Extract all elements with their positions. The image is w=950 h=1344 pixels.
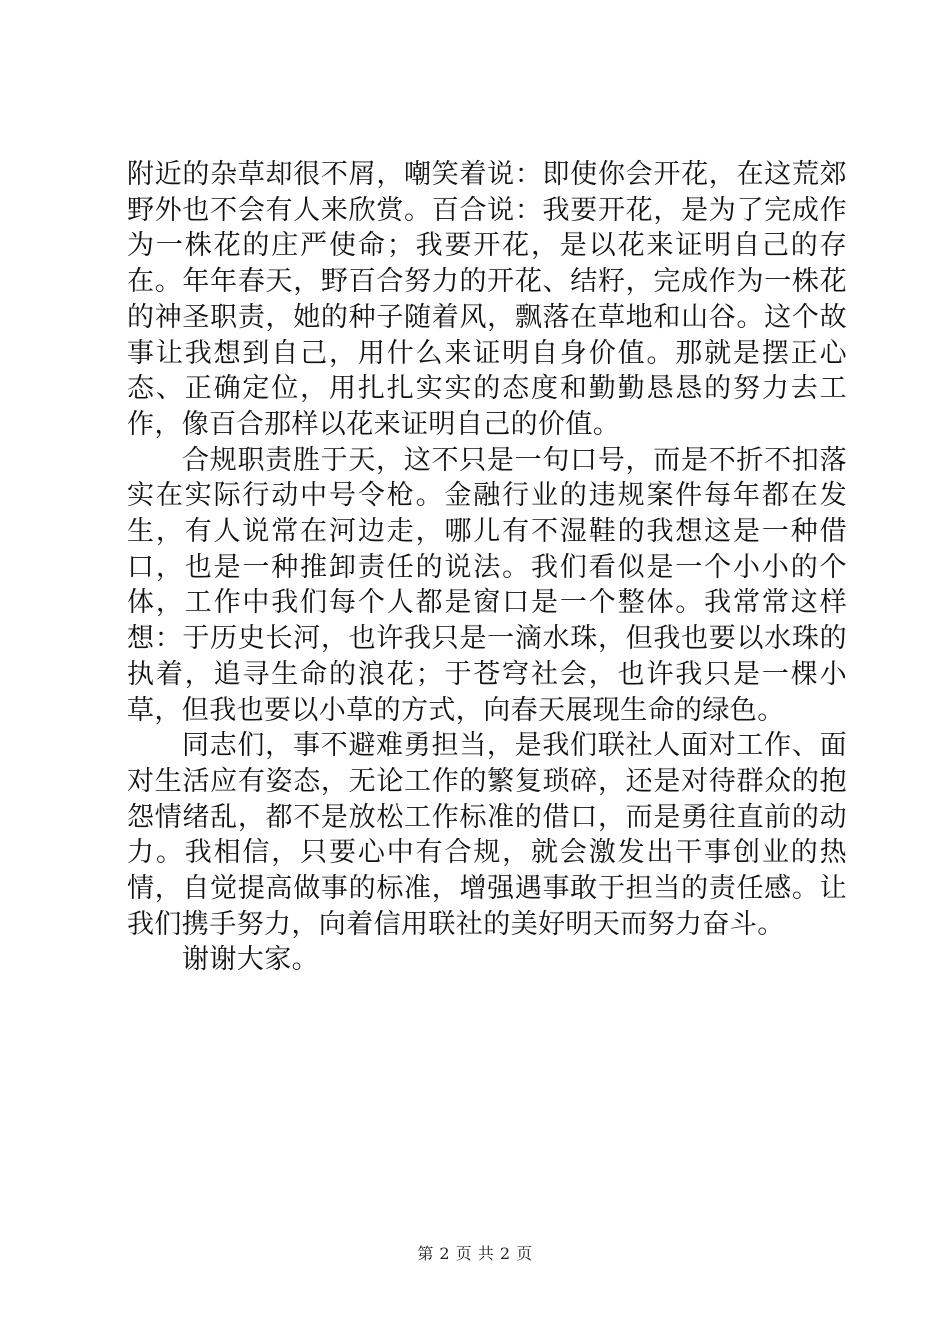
page-footer: 第 2 页 共 2 页 (417, 1244, 533, 1263)
paragraph-compliance: 合规职责胜于天，这不只是一句口号，而是不折不扣落实在实际行动中号令枪。金融行业的违规案件每年都在发生，有人说常在河边走，哪儿有不湿鞋的我想这是一种借口，也是一种推卸责任的说法。我们看似是一个小小的个体，工作中我们每个人都是窗口是一个整体。我常常这样想：于历史长河，也许我只是一滴水珠，但我也要以水珠的执着，追寻生命的浪花；于苍穹社会，也许我只是一棵小草，但我也要以小草的方式，向春天展现生命的绿色。 (127, 444, 847, 726)
paragraph-thanks: 谢谢大家。 (182, 944, 319, 976)
document-body (127, 157, 847, 978)
paragraph-conclusion: 同志们，事不避难勇担当，是我们联社人面对工作、面对生活应有姿态，无论工作的繁复琐碎，还是对待群众的抱怨情绪乱，都不是放松工作标准的借口，而是勇往直前的动力。我相信，只要心中有合规，就会激发出干事创业的热情，自觉提高做事的标准，增强遇事敢于担当的责任感。让我们携手努力，向着信用联社的美好明天而努力奋斗。 (127, 730, 847, 940)
paragraph-continuation: 附近的杂草却很不屑，嘲笑着说：即使你会开花，在这荒郊野外也不会有人来欣赏。百合说：我要开花，是为了完成作为一株花的庄严使命；我要开花，是以花来证明自己的存在。年年春天，野百合努力的开花、结籽，完成作为一株花的神圣职责，她的种子随着风，飘落在草地和山谷。这个故事让我想到自己，用什么来证明自身价值。那就是摆正心态、正确定位，用扎扎实实的态度和勤勤恳恳的努力去工作，像百合那样以花来证明自己的价值。 (127, 159, 847, 440)
